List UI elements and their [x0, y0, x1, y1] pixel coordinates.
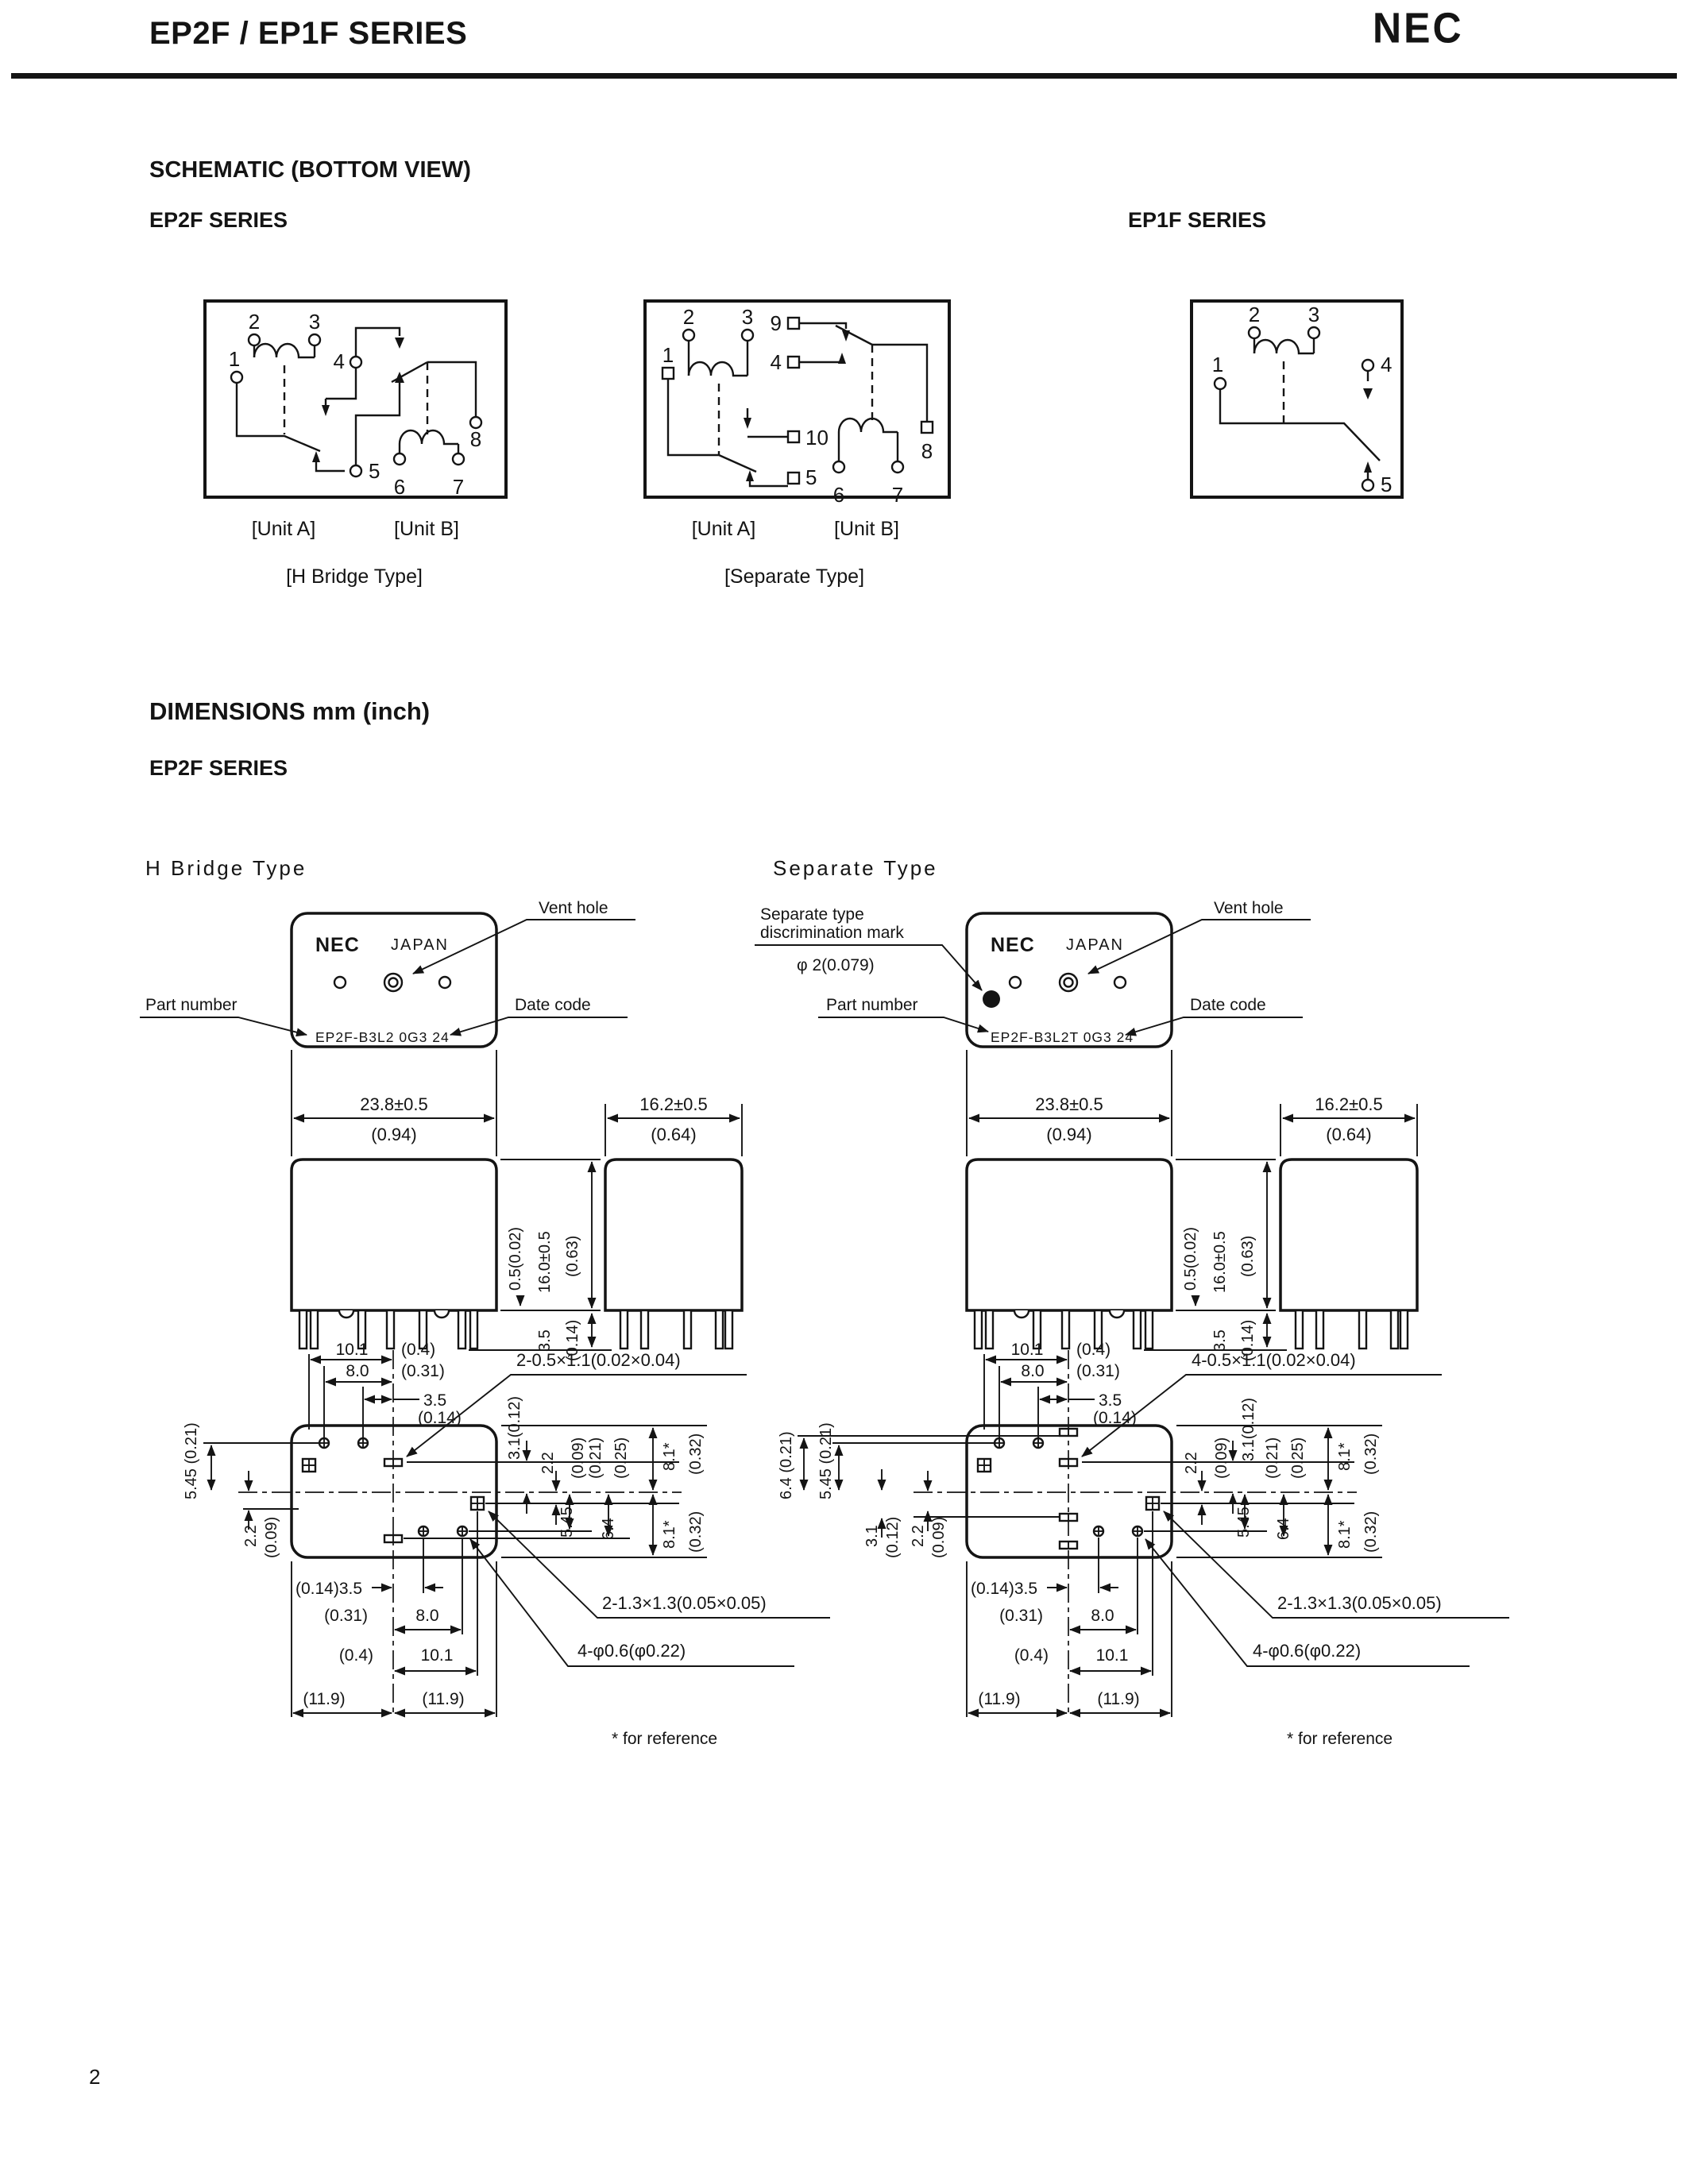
dim-b-3-5: (0.14)3.5: [295, 1580, 363, 1598]
s-front-view: [967, 1160, 1172, 1349]
dim-height-in: (0.63): [564, 1235, 581, 1277]
dim-width-mm: 23.8±0.5: [360, 1094, 428, 1114]
pin-label: 2: [682, 305, 695, 329]
front-pins: [299, 1310, 477, 1349]
pin-label: 3: [741, 305, 754, 329]
schematic-heading: SCHEMATIC (BOTTOM VIEW): [149, 157, 471, 183]
dim-0-32-top: (0.32): [687, 1433, 705, 1475]
dim-b-11-9-right: (11.9): [1097, 1690, 1140, 1708]
schematic-box: [1192, 301, 1402, 497]
dim-pin-length-in: (0.14): [1239, 1319, 1257, 1361]
pin-label: 2: [248, 310, 261, 334]
dim-0-32-bot: (0.32): [687, 1511, 705, 1553]
dim-2-2: 2.2: [539, 1452, 557, 1474]
dim-b-8-0: 8.0: [415, 1607, 439, 1625]
dim-depth-mm: 16.2±0.5: [639, 1094, 708, 1114]
dim-0-12: (0.12): [884, 1516, 902, 1558]
ep1f-schematic: [1184, 294, 1414, 604]
dim-2-2: 2.2: [910, 1525, 927, 1547]
dim-8-1-top: 8.1*: [661, 1442, 678, 1471]
pin-label: 5: [805, 465, 817, 489]
dim-0-09: (0.09): [570, 1437, 587, 1479]
dim-b-11-9-left: (11.9): [978, 1690, 1021, 1708]
dim-0-4: (0.4): [1076, 1341, 1111, 1359]
dim-8-0: 8.0: [1021, 1362, 1045, 1380]
part-marking: EP2F-B3L2 0G3 24: [315, 1029, 450, 1045]
h-bottom-view: [203, 1426, 707, 1717]
dim-0-21: (0.21): [1264, 1437, 1281, 1479]
dim-8-0: 8.0: [346, 1362, 369, 1380]
dim-0-09: (0.09): [930, 1516, 948, 1558]
reference-note: * for reference: [1287, 1730, 1393, 1748]
dim-pin-length: 3.5: [1211, 1329, 1229, 1352]
dim-height-mm: 16.0±0.5: [1211, 1231, 1229, 1293]
dim-pin-length: 3.5: [536, 1329, 554, 1352]
dim-0-31: (0.31): [401, 1362, 445, 1380]
header-rule: [11, 73, 1677, 79]
dimensions-series-label: EP2F SERIES: [149, 756, 288, 780]
coil-b: [400, 430, 458, 444]
ep2f-h-bridge-schematic: [199, 294, 524, 604]
doc-title: EP2F / EP1F SERIES: [149, 16, 468, 51]
coil-a: [254, 344, 315, 357]
pin-label: 6: [832, 483, 845, 507]
dimension-drawings: [119, 858, 1573, 1763]
dim-3-1: 3.1: [863, 1525, 881, 1547]
callout-round-pin: 4-φ0.6(φ0.22): [1253, 1641, 1362, 1661]
coil-b: [839, 419, 898, 432]
dim-0-31: (0.31): [1076, 1362, 1120, 1380]
dim-b-10-1: 10.1: [1095, 1646, 1129, 1665]
date-code-label: Date code: [515, 996, 591, 1014]
dim-5-45: 5.45 (0.21): [817, 1422, 835, 1499]
pin-label: 2: [1248, 303, 1261, 326]
pin-label: 1: [1211, 353, 1224, 376]
dim-depth-in: (0.64): [1326, 1125, 1372, 1144]
dim-3-5: 3.5: [1099, 1391, 1122, 1410]
dim-0-25: (0.25): [1289, 1437, 1307, 1479]
h-height-dimensions: [469, 1160, 612, 1361]
dim-standoff: 0.5(0.02): [1182, 1226, 1199, 1291]
s-top-view: [755, 899, 1311, 1047]
pin-label: 1: [662, 343, 674, 367]
s-bottom-lower-dimensions: [968, 1580, 1170, 1713]
pin-label: 5: [1381, 473, 1393, 496]
pin-label: 1: [228, 347, 241, 371]
dim-b-0-31: (0.31): [999, 1607, 1043, 1625]
h-bridge-drawing-title: H Bridge Type: [145, 856, 307, 880]
s-height-dimensions: [1144, 1160, 1287, 1361]
h-top-view: [140, 899, 635, 1047]
h-bridge-dimension-drawing: [140, 899, 830, 1748]
origin-marking: JAPAN: [1066, 936, 1124, 954]
h-side-view: [605, 1160, 742, 1349]
case-hole: [439, 977, 450, 988]
dim-b-0-4: (0.4): [338, 1646, 373, 1665]
front-pins: [975, 1310, 1153, 1349]
dim-height-in: (0.63): [1239, 1235, 1257, 1277]
vent-hole-inner: [1064, 978, 1073, 987]
dim-6-4: 6.4 (0.21): [778, 1431, 795, 1499]
dim-6-4: 6.4: [600, 1518, 617, 1540]
dim-width-mm: 23.8±0.5: [1035, 1094, 1103, 1114]
pin-label: 8: [469, 427, 482, 451]
pin-label: 7: [891, 483, 904, 507]
unit-b-caption: [Unit B]: [394, 518, 459, 540]
callout-coil-pin: 4-0.5×1.1(0.02×0.04): [1192, 1350, 1356, 1370]
page-number: 2: [89, 2065, 101, 2089]
dim-depth-in: (0.64): [651, 1125, 697, 1144]
discrimination-label-line2: discrimination mark: [760, 924, 904, 942]
dim-0-32-top: (0.32): [1362, 1433, 1380, 1475]
dim-depth-mm: 16.2±0.5: [1315, 1094, 1383, 1114]
dim-5-45: 5.45: [558, 1507, 576, 1538]
contact-arm-b: [836, 326, 872, 345]
dim-3-5: 3.5: [423, 1391, 447, 1410]
dim-pin-length-in: (0.14): [564, 1319, 581, 1361]
callout-coil-pin: 2-0.5×1.1(0.02×0.04): [516, 1350, 681, 1370]
unit-b-circuit: [356, 328, 476, 465]
s-callouts: [1082, 1350, 1509, 1748]
dim-10-1: 10.1: [335, 1341, 369, 1359]
dim-2-2: 2.2: [242, 1525, 260, 1547]
pin-label: 9: [770, 311, 782, 335]
h-bridge-type-caption: [H Bridge Type]: [286, 565, 423, 588]
brand-marking: NEC: [991, 934, 1035, 956]
dimensions-heading: DIMENSIONS mm (inch): [149, 697, 431, 725]
dim-b-0-31: (0.31): [324, 1607, 368, 1625]
dim-0-09: (0.09): [263, 1516, 280, 1558]
separate-type-caption: [Separate Type]: [724, 565, 865, 588]
case-hole: [1010, 977, 1021, 988]
unit-a-caption: [Unit A]: [251, 518, 316, 540]
h-width-dimension: [292, 1050, 742, 1156]
dim-0-32-bot: (0.32): [1362, 1511, 1380, 1553]
pin-terminals: [1215, 327, 1373, 491]
dim-b-3-5: (0.14)3.5: [971, 1580, 1038, 1598]
vent-hole-inner: [389, 978, 398, 987]
side-pins: [620, 1310, 732, 1349]
dim-standoff: 0.5(0.02): [507, 1226, 524, 1291]
dim-height-mm: 16.0±0.5: [536, 1231, 554, 1293]
pin-label: 3: [308, 310, 321, 334]
dim-b-0-4: (0.4): [1014, 1646, 1049, 1665]
dim-width-in: (0.94): [1046, 1125, 1092, 1144]
date-code-label: Date code: [1190, 996, 1266, 1014]
coil-a: [689, 362, 747, 376]
pin-label: 10: [805, 426, 829, 450]
dim-b-11-9-right: (11.9): [422, 1690, 465, 1708]
dim-3-1: 3.1(0.12): [506, 1395, 523, 1460]
h-bottom-lower-dimensions: [293, 1580, 495, 1713]
dim-8-1-top: 8.1*: [1336, 1442, 1354, 1471]
nec-logo: NEC: [1373, 3, 1464, 52]
ep2f-series-label: EP2F SERIES: [149, 208, 288, 232]
discrimination-mark-icon: [983, 990, 1000, 1008]
unit-b-caption: [Unit B]: [834, 518, 899, 540]
callout-square-pin: 2-1.3×1.3(0.05×0.05): [1277, 1593, 1442, 1613]
reference-note: * for reference: [612, 1730, 718, 1748]
separate-dimension-drawing: [755, 899, 1509, 1748]
pin-terminals: [662, 318, 933, 484]
part-number-label: Part number: [145, 996, 238, 1014]
pin-label: 4: [1381, 353, 1393, 376]
origin-marking: JAPAN: [391, 936, 449, 954]
dim-0-14: (0.14): [1093, 1409, 1137, 1427]
pin-label: 5: [369, 459, 380, 483]
dim-0-09: (0.09): [1213, 1437, 1230, 1479]
ep1f-series-label: EP1F SERIES: [1128, 208, 1267, 232]
case-hole: [334, 977, 346, 988]
vent-hole-icon: [1060, 974, 1077, 991]
pin-label: 7: [452, 475, 465, 499]
side-pins: [1296, 1310, 1408, 1349]
separate-drawing-title: Separate Type: [773, 856, 938, 880]
dim-6-4: 6.4: [1275, 1518, 1292, 1540]
pin-label: 4: [333, 349, 345, 373]
dim-width-in: (0.94): [371, 1125, 417, 1144]
dim-0-4: (0.4): [401, 1341, 436, 1359]
dim-3-1: 3.1(0.12): [1240, 1397, 1257, 1461]
pin-label: 3: [1308, 303, 1320, 326]
h-front-view: [292, 1160, 496, 1349]
pin-label: 8: [921, 439, 933, 463]
pin-labels: [1212, 303, 1393, 496]
dim-8-1-bot: 8.1*: [661, 1520, 678, 1549]
case-hole: [1114, 977, 1126, 988]
ep2f-separate-schematic: [635, 294, 961, 604]
s-width-dimension: [967, 1050, 1417, 1156]
h-callouts: [407, 1350, 830, 1748]
part-number-label: Part number: [826, 996, 918, 1014]
dim-b-10-1: 10.1: [420, 1646, 454, 1665]
pin-label: 4: [770, 350, 782, 374]
pin-label: 6: [393, 475, 406, 499]
coil: [1254, 340, 1314, 353]
unit-a-caption: [Unit A]: [691, 518, 756, 540]
dim-5-45: 5.45: [1235, 1507, 1253, 1538]
dim-0-21: (0.21): [587, 1437, 605, 1479]
vent-hole-icon: [384, 974, 402, 991]
callout-round-pin: 4-φ0.6(φ0.22): [577, 1641, 686, 1661]
dim-b-8-0: 8.0: [1091, 1607, 1114, 1625]
s-side-view: [1280, 1160, 1417, 1349]
dim-0-25: (0.25): [612, 1437, 630, 1479]
dim-5-45: 5.45 (0.21): [183, 1422, 200, 1499]
dim-2-2: 2.2: [1183, 1452, 1200, 1474]
discrimination-label-line1: Separate type: [760, 905, 864, 924]
brand-marking: NEC: [315, 934, 360, 956]
part-marking: EP2F-B3L2T 0G3 24: [991, 1029, 1134, 1045]
discrimination-diameter: φ 2(0.079): [797, 956, 875, 974]
dim-10-1: 10.1: [1010, 1341, 1044, 1359]
dim-0-14: (0.14): [418, 1409, 462, 1427]
dim-b-11-9-left: (11.9): [303, 1690, 346, 1708]
callout-square-pin: 2-1.3×1.3(0.05×0.05): [602, 1593, 767, 1613]
dim-8-1-bot: 8.1*: [1336, 1520, 1354, 1549]
vent-hole-label: Vent hole: [539, 899, 608, 917]
vent-hole-label: Vent hole: [1214, 899, 1284, 917]
